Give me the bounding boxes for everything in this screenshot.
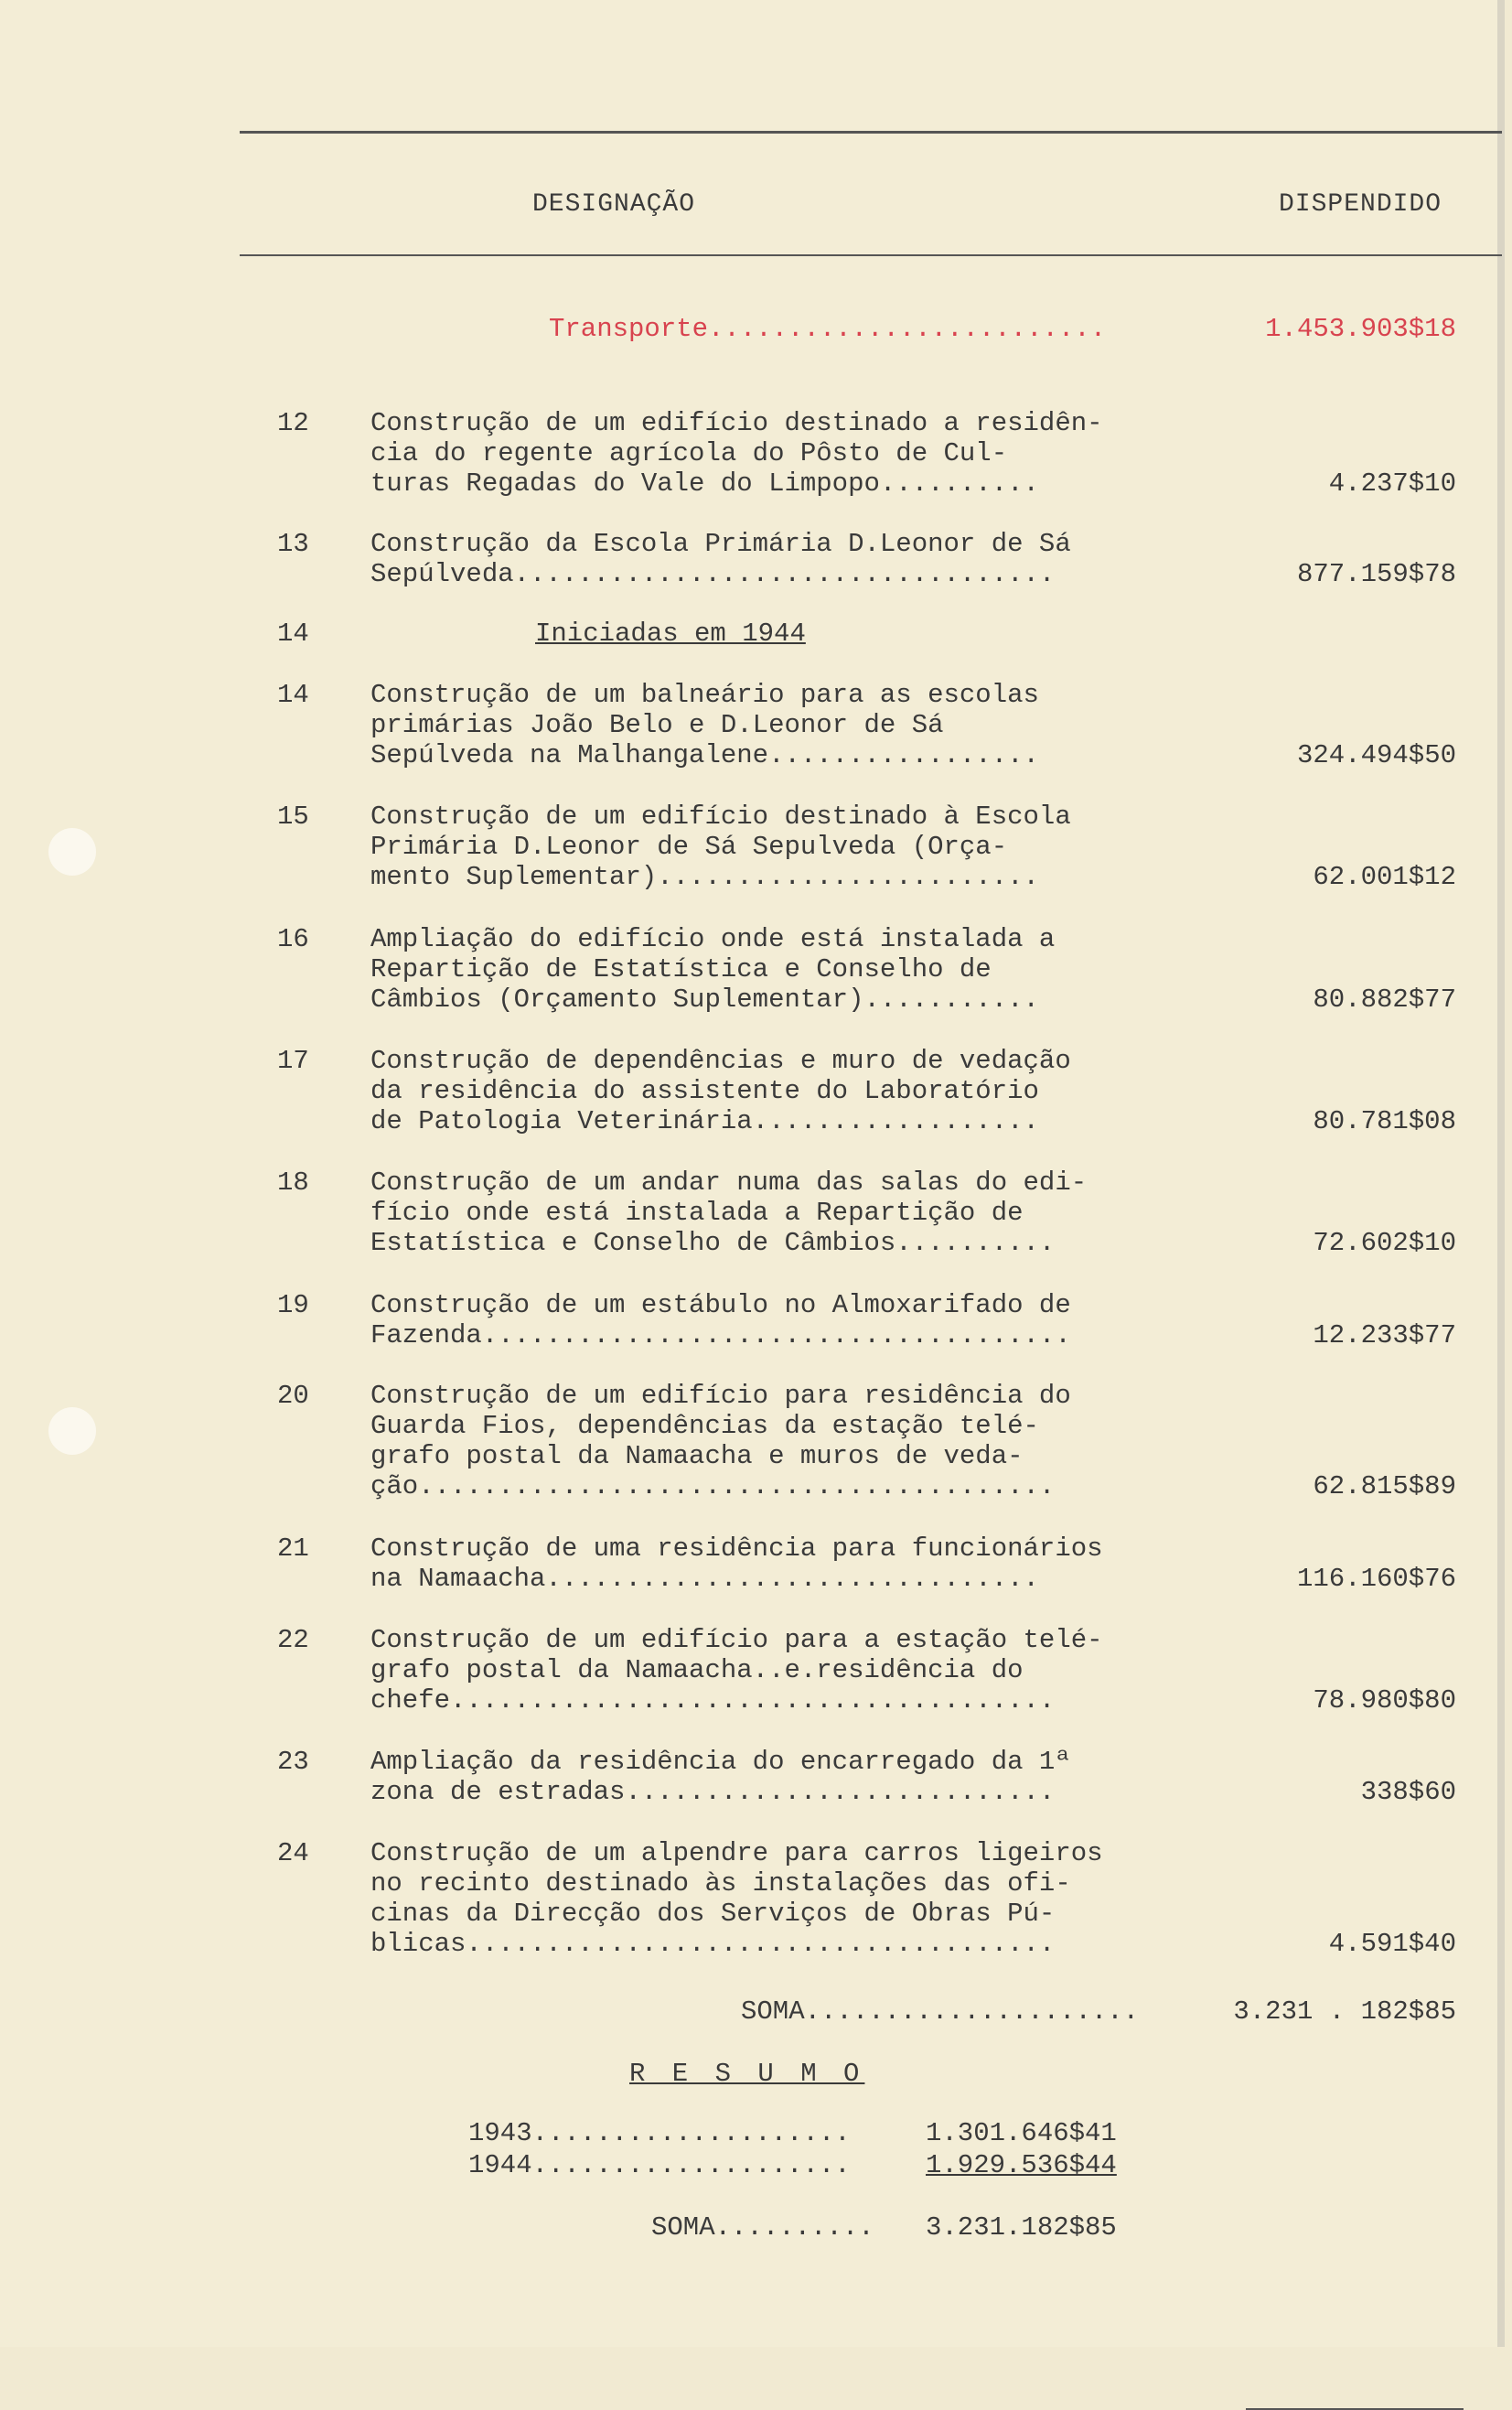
resumo-title: R E S U M O (629, 2059, 865, 2089)
item-amount: 4.237$10 (1328, 468, 1456, 499)
item-amount: 116.160$76 (1296, 1564, 1456, 1594)
item-description: Construção de um estábulo no Almoxarifado de Fazenda..................................... (370, 1290, 1071, 1350)
item-number: 24 (277, 1838, 309, 1868)
resumo-1943-value: 1.301.646$41 (926, 2118, 1117, 2148)
column-header-designacao: DESIGNAÇÃO (532, 190, 696, 219)
item-number: 16 (277, 924, 309, 954)
top-rule (240, 131, 1502, 134)
transporte-label: Transporte......................... (549, 314, 1107, 344)
resumo-1944-value: 1.929.536$44 (926, 2150, 1117, 2180)
resumo-soma-value: 3.231.182$85 (926, 2212, 1117, 2243)
soma-value: 3.231 . 182$85 (1233, 1996, 1456, 2027)
item-description: Construção de um edifício destinado à Escola Primária D.Leonor de Sá Sepulveda (Orça- mento Suplementar)........................ (370, 802, 1071, 892)
item-description: Construção de um alpendre para carros ligeiros no recinto destinado às instalações das ofi- cinas da Direcção dos Serviços de Obras Pú- blicas..................................... (370, 1838, 1103, 1959)
subheading-number: 14 (277, 619, 309, 649)
item-description: Construção de uma residência para funcionários na Namaacha............................... (370, 1533, 1103, 1594)
item-number: 13 (277, 529, 309, 559)
item-number: 19 (277, 1290, 309, 1320)
subheading-title: Iniciadas em 1944 (535, 619, 806, 649)
item-number: 21 (277, 1533, 309, 1564)
column-header-dispendido: DISPENDIDO (1279, 190, 1442, 219)
item-number: 22 (277, 1625, 309, 1655)
resumo-1943-label: 1943.................... (468, 2118, 851, 2148)
item-amount: 80.882$77 (1313, 984, 1456, 1015)
soma-label: SOMA..................... (741, 1996, 1140, 2027)
item-number: 17 (277, 1046, 309, 1076)
item-number: 15 (277, 802, 309, 832)
item-amount: 877.159$78 (1296, 559, 1456, 589)
item-description: Ampliação do edifício onde está instalada a Repartição de Estatística e Conselho de Câmbios (Orçamento Suplementar)........... (370, 924, 1056, 1015)
item-amount: 62.815$89 (1313, 1471, 1456, 1501)
item-amount: 4.591$40 (1328, 1929, 1456, 1959)
header-rule (240, 254, 1502, 256)
paper-edge (1497, 0, 1505, 2347)
item-number: 14 (277, 680, 309, 710)
resumo-soma-label: SOMA.......... (651, 2212, 874, 2243)
item-description: Construção de um andar numa das salas do edi- fício onde está instalada a Repartição de Estatística e Conselho de Câmbios.......... (370, 1167, 1088, 1258)
punch-hole-bottom (48, 1407, 96, 1455)
item-amount: 324.494$50 (1296, 740, 1456, 770)
item-number: 23 (277, 1747, 309, 1777)
item-amount: 12.233$77 (1313, 1320, 1456, 1350)
item-number: 18 (277, 1167, 309, 1198)
item-description: Construção de um edifício para a estação telé- grafo postal da Namaacha..e.residência do chefe...................................... (370, 1625, 1103, 1716)
item-description: Construção de um edifício destinado a residên- cia do regente agrícola do Pôsto de Cul- turas Regadas do Vale do Limpopo.......... (370, 408, 1103, 499)
item-amount: 338$60 (1360, 1777, 1456, 1807)
punch-hole-top (48, 828, 96, 876)
item-description: Construção de dependências e muro de vedação da residência do assistente do Laboratório de Patologia Veterinária.................. (370, 1046, 1071, 1136)
item-amount: 72.602$10 (1313, 1228, 1456, 1258)
item-amount: 62.001$12 (1313, 862, 1456, 892)
item-description: Construção da Escola Primária D.Leonor de Sá Sepúlveda.................................. (370, 529, 1071, 589)
item-description: Construção de um edifício para residência do Guarda Fios, dependências da estação telé- grafo postal da Namaacha e muros de veda- ção........................................ (370, 1381, 1071, 1501)
item-number: 20 (277, 1381, 309, 1411)
transporte-value: 1.453.903$18 (1265, 314, 1456, 344)
item-amount: 78.980$80 (1313, 1685, 1456, 1716)
item-number: 12 (277, 408, 309, 438)
item-amount: 80.781$08 (1313, 1106, 1456, 1136)
resumo-1944-label: 1944.................... (468, 2150, 851, 2180)
item-description: Ampliação da residência do encarregado da 1ª zona de estradas........................... (370, 1747, 1071, 1807)
item-description: Construção de um balneário para as escolas primárias João Belo e D.Leonor de Sá Sepúlveda na Malhangalene................. (370, 680, 1039, 770)
